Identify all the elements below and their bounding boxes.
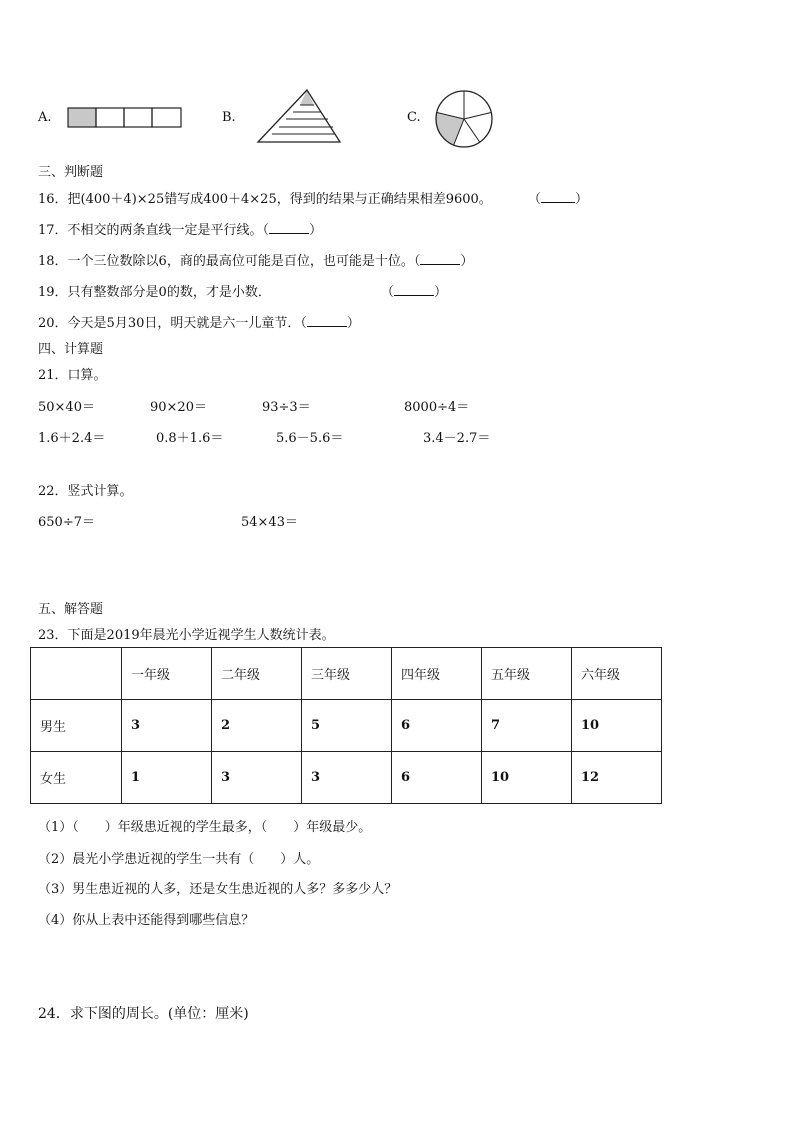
table-cell: 五年级 [482,648,572,700]
vertical-calc-item: 54×43＝ [241,515,298,530]
answer-paren-19[interactable]: （ ） [381,285,448,300]
table-cell: 二年级 [212,648,302,700]
table-cell: 3 [122,700,212,752]
table-cell: 6 [392,700,482,752]
myopia-stats-table [30,647,662,804]
question-22: 22．竖式计算。 [38,484,133,499]
question-23: 23．下面是2019年晨光小学近视学生人数统计表。 [38,628,335,643]
oral-calc-item: 50×40＝ [38,400,95,415]
table-cell: 3 [302,752,392,804]
choice-a-label: A. [38,110,52,125]
sub-question-2: （2）晨光小学患近视的学生一共有（ ）人。 [38,852,320,867]
table-cell: 六年级 [572,648,662,700]
section3-title: 三、判断题 [38,165,104,180]
table-cell: 2 [212,700,302,752]
oral-calc-item: 93÷3＝ [262,400,311,415]
table-cell: 10 [572,700,662,752]
answer-paren-16[interactable]: （ ） [528,192,589,207]
oral-calc-item: 3.4－2.7＝ [423,431,491,446]
triangle-figure-b [256,88,342,144]
circle-figure-c [434,90,494,148]
table-cell: 女生 [31,752,122,804]
bar-figure-a [67,107,183,129]
choice-c-label: C. [407,110,421,125]
sub-question-1: （1）（ ）年级患近视的学生最多，（ ）年级最少。 [38,820,372,835]
table-cell: 6 [392,752,482,804]
table-cell: 5 [302,700,392,752]
table-cell: 四年级 [392,648,482,700]
table-row [31,752,662,804]
sub-question-4: （4）你从上表中还能得到哪些信息？ [38,913,255,928]
question-24: 24．求下图的周长。(单位：厘米) [38,1006,249,1022]
question-18: 18．一个三位数除以6，商的最高位可能是百位，也可能是十位。（ ） [38,254,474,269]
table-cell: 1 [122,752,212,804]
sub-question-3: （3）男生患近视的人多，还是女生患近视的人多？多多少人？ [38,882,398,897]
answer-blank[interactable] [269,221,309,234]
table-cell: 一年级 [122,648,212,700]
question-20: 20．今天是5月30日，明天就是六一儿童节．（ ） [38,316,360,331]
oral-calc-item: 8000÷4＝ [404,400,470,415]
table-row [31,700,662,752]
choice-b-label: B. [222,110,236,125]
answer-blank[interactable] [307,314,347,327]
table-cell [31,648,122,700]
table-cell: 10 [482,752,572,804]
table-header-row [31,648,662,700]
vertical-calc-item: 650÷7＝ [38,515,95,530]
table-cell: 三年级 [302,648,392,700]
oral-calc-item: 1.6＋2.4＝ [38,431,106,446]
oral-calc-item: 5.6－5.6＝ [276,431,344,446]
table-cell: 3 [212,752,302,804]
oral-calc-item: 0.8＋1.6＝ [156,431,224,446]
section5-title: 五、解答题 [38,602,104,617]
answer-blank[interactable] [420,252,460,265]
answer-blank[interactable] [394,283,434,296]
question-17: 17．不相交的两条直线一定是平行线。（ ） [38,223,323,238]
question-19: 19．只有整数部分是0的数，才是小数． [38,285,271,300]
table-cell: 男生 [31,700,122,752]
question-16: 16．把(400＋4)×25错写成400＋4×25，得到的结果与正确结果相差9600。 [38,192,492,207]
table-cell: 7 [482,700,572,752]
oral-calc-item: 90×20＝ [150,400,207,415]
table-cell: 12 [572,752,662,804]
answer-blank[interactable] [541,190,575,203]
section4-title: 四、计算题 [38,342,104,357]
question-21: 21．口算。 [38,368,107,383]
